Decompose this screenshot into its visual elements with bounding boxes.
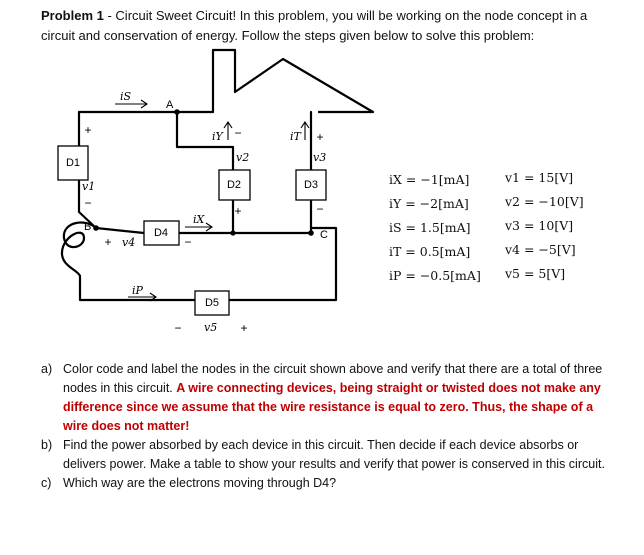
device-d3-label: D3 (303, 179, 319, 191)
problem-title: Problem 1 (41, 8, 104, 23)
voltage-v2-label: v2 (236, 151, 250, 164)
current-ip-label: iP (132, 284, 143, 297)
current-iy-label: iY (212, 130, 223, 143)
question-c (41, 474, 606, 493)
given-v2: v2 = −10[V] (505, 194, 584, 209)
node-c-label: C (320, 229, 328, 241)
problem-subtitle: - Circuit Sweet Circuit! (103, 8, 237, 23)
d3-plus-sign: + (316, 130, 324, 144)
node-a-dot (174, 109, 180, 115)
given-iy: iY = −2[mA] (389, 196, 469, 211)
d2-minus-sign: − (234, 126, 242, 140)
current-ix-label: iX (193, 213, 205, 226)
wire-top (79, 112, 177, 146)
house-outline (177, 50, 373, 112)
question-a-label: a) (41, 362, 53, 376)
question-list (41, 360, 606, 493)
d1-minus-sign: − (84, 196, 92, 210)
d2-plus-sign: + (234, 204, 242, 218)
d3-minus-sign: − (316, 202, 324, 216)
arrow-iy (224, 122, 232, 140)
given-is: iS = 1.5[mA] (389, 220, 471, 235)
arrow-it (301, 122, 309, 140)
given-v4: v4 = −5[V] (505, 242, 576, 257)
question-c-label: c) (41, 476, 52, 490)
given-v3: v3 = 10[V] (505, 218, 574, 233)
current-it-label: iT (290, 130, 301, 143)
device-d2-label: D2 (226, 179, 242, 191)
device-d1-label: D1 (65, 157, 81, 169)
device-d4-label: D4 (153, 227, 169, 239)
voltage-v3-label: v3 (313, 151, 327, 164)
node-b-dot (93, 225, 99, 231)
question-b (41, 436, 606, 474)
wire-a-d2 (177, 112, 233, 170)
voltage-v5-label: v5 (204, 321, 218, 334)
given-v1: v1 = 15[V] (505, 170, 574, 185)
d1-plus-sign: + (84, 123, 92, 137)
node-c-dot (308, 230, 314, 236)
voltage-v1-label: v1 (82, 180, 96, 193)
question-b-text: Find the power absorbed by each device in this circuit. Then decide if each device absorbs or delivers power. Make a table to show your results and verify that power is conserved in this circuit. (63, 438, 605, 471)
node-a-label: A (166, 99, 174, 111)
question-a-emphasis: A wire connecting devices, being straight or twisted does not make any difference since we assume that the wire resistance is equal to zero. Thus, the shape of a wire does not matter! (63, 381, 601, 433)
node-b-label: B (84, 221, 92, 233)
question-a (41, 360, 606, 436)
question-b-label: b) (41, 438, 53, 452)
given-it: iT = 0.5[mA] (389, 244, 471, 259)
d5-plus-sign: + (240, 321, 248, 335)
voltage-v4-label: v4 (122, 236, 136, 249)
d5-minus-sign: − (174, 321, 182, 335)
device-d5-label: D5 (204, 297, 220, 309)
d4-plus-sign: + (104, 235, 112, 249)
given-v5: v5 = 5[V] (505, 266, 566, 281)
problem-intro: In this problem, you will be working on the node concept in a circuit and conservation of energy. Follow the steps given below to solve this problem: (41, 8, 588, 43)
question-a-text: Color code and label the nodes in the circuit shown above and verify that there are a total of three nodes in this circuit. (63, 362, 603, 395)
given-ip: iP = −0.5[mA] (389, 268, 481, 283)
question-c-text: Which way are the electrons moving through D4? (63, 476, 337, 490)
node-d2-dot (230, 230, 235, 235)
current-is-label: iS (120, 90, 132, 103)
given-ix: iX = −1[mA] (389, 172, 470, 187)
wire-b-d4 (96, 228, 144, 233)
d4-minus-sign: − (184, 235, 192, 249)
